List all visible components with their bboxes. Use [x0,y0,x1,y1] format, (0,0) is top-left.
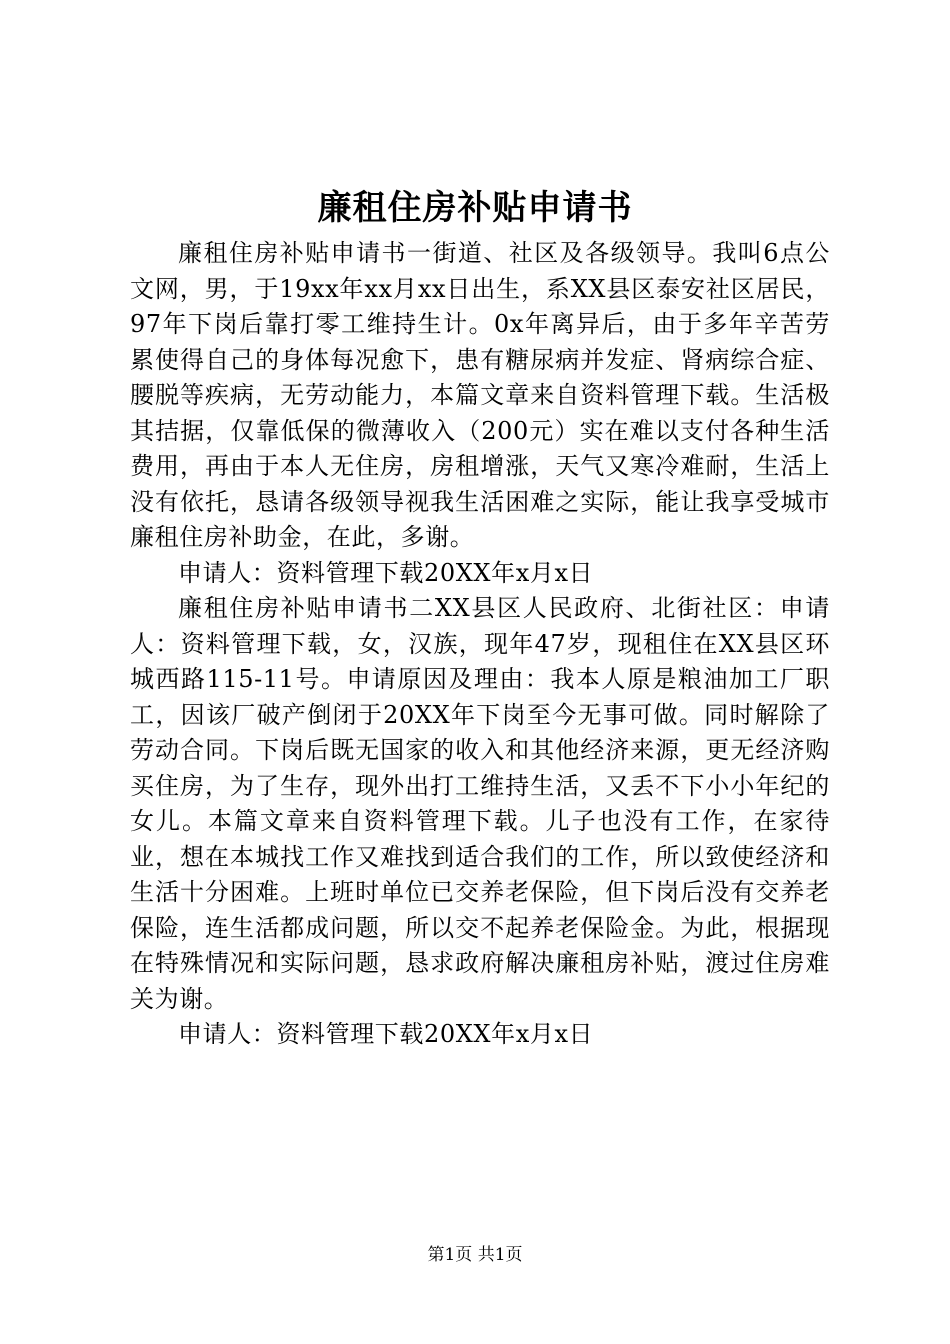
paragraph-signature-two: 申请人：资料管理下载20XX年x月x日 [178,1020,594,1048]
page-number-footer: 第1页 共1页 [427,1245,523,1265]
document-body [130,236,830,1053]
paragraph-application-two: 廉租住房补贴申请书二XX县区人民政府、北街社区：申请人：资料管理下载，女，汉族，现年47岁，现租住在XX县区环城西路115-11号。申请原因及理由：我本人原是粮油加工厂职工，因该厂破产倒闭于20XX年下岗至今无事可做。同时解除了劳动合同。下岗后既无国家的收入和其他经济来源，更无经济购买住房，为了生存，现外出打工维持生活，又丢不下小小年纪的女儿。本篇文章来自资料管理下载。儿子也没有工作，在家待业，想在本城找工作又难找到适合我们的工作，所以致使经济和生活十分困难。上班时单位已交养老保险，但下岗后没有交养老保险，连生活都成问题，所以交不起养老保险金。为此，根据现在特殊情况和实际问题，恳求政府解决廉租房补贴，渡过住房难关为谢。 [130,594,830,1013]
document-title: 廉租住房补贴申请书 [317,188,633,228]
paragraph-signature-one: 申请人：资料管理下载20XX年x月x日 [178,558,594,587]
paragraph-application-one: 廉租住房补贴申请书一街道、社区及各级领导。我叫6点公文网，男，于19xx年xx月xx日出生，系XX县区泰安社区居民，97年下岗后靠打零工维持生计。0x年离异后，由于多年辛苦劳累使得自己的身体每况愈下，患有糖尿病并发症、肾病综合症、腰脱等疾病，无劳动能力，本篇文章来自资料管理下载。生活极其拮据，仅靠低保的微薄收入（200元）实在难以支付各种生活费用，再由于本人无住房，房租增涨，天气又寒冷难耐，生活上没有依托，恳请各级领导视我生活困难之实际，能让我享受城市廉租住房补助金，在此，多谢。 [130,239,830,551]
